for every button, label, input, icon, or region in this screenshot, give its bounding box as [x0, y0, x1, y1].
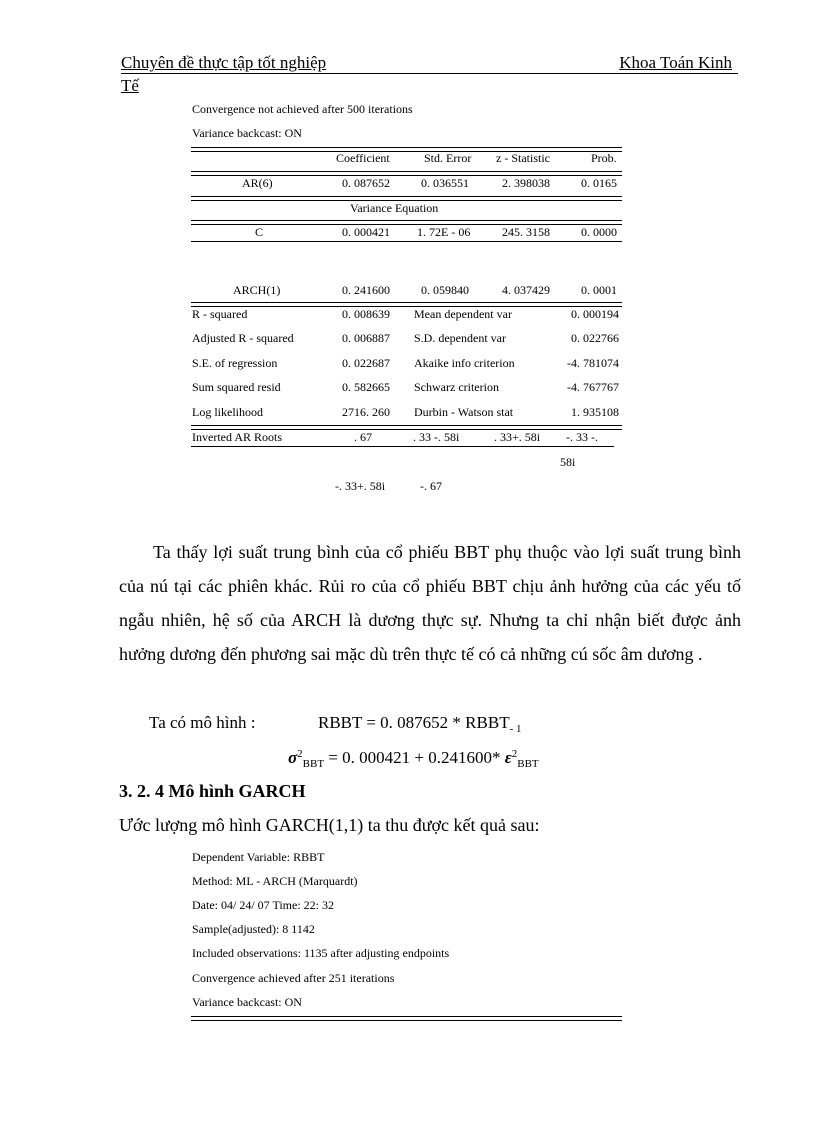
root-value: -. 33 -.	[566, 430, 598, 444]
stat-value: 0. 000194	[571, 307, 619, 321]
stat-value: 0. 582665	[342, 380, 390, 394]
arch-prob: 0. 0001	[581, 283, 617, 297]
stat-value: -4. 781074	[567, 356, 619, 370]
root-value: -. 33+. 58i	[335, 479, 386, 493]
stat-value: 0. 022766	[571, 331, 619, 345]
output-line: Included observations: 1135 after adjusting endpoints	[192, 946, 450, 960]
backcast-line: Variance backcast: ON	[192, 126, 302, 140]
arch-label: ARCH(1)	[233, 283, 281, 297]
ar-label: AR(6)	[242, 176, 273, 190]
header-continuation: Tế	[121, 76, 139, 95]
col-coefficient: Coefficient	[336, 151, 390, 165]
epsilon-sup: 2	[511, 748, 518, 760]
stat-value: 0. 006887	[342, 331, 390, 345]
c-prob: 0. 0000	[581, 225, 617, 239]
sigma-sub: BBT	[302, 758, 325, 770]
stat-label: Mean dependent var	[414, 307, 512, 321]
model-intro: Ta có mô hình :	[149, 713, 256, 732]
stat-label: Adjusted R - squared	[192, 331, 294, 345]
c-underline	[191, 241, 622, 242]
epsilon-sub: BBT	[517, 758, 539, 770]
root-value: . 33+. 58i	[494, 430, 541, 444]
arch-coef: 0. 241600	[342, 283, 390, 297]
equation-variance	[288, 748, 539, 770]
epsilon-symbol: ε	[504, 748, 512, 767]
col-prob: Prob.	[591, 151, 617, 165]
bottom-table-rule	[191, 1016, 622, 1021]
arch-z: 4. 037429	[502, 283, 550, 297]
stat-value: 1. 935108	[571, 405, 619, 419]
arch-stderr: 0. 059840	[421, 283, 469, 297]
col-std-error: Std. Error	[424, 151, 472, 165]
variance-middle: = 0. 000421 + 0.241600*	[324, 748, 505, 767]
equation-mean-lag: - 1	[509, 723, 522, 735]
convergence-line: Convergence not achieved after 500 iterations	[192, 102, 413, 116]
stat-label: R - squared	[192, 307, 248, 321]
stat-label: Sum squared resid	[192, 380, 281, 394]
ar-z: 2. 398038	[502, 176, 550, 190]
c-z: 245. 3158	[502, 225, 550, 239]
stat-label: S.E. of regression	[192, 356, 278, 370]
root-value: . 33 -. 58i	[413, 430, 460, 444]
roots-underline	[191, 446, 614, 447]
section-intro: Ước lượng mô hình GARCH(1,1) ta thu được kết quả sau:	[119, 815, 540, 835]
stat-value: 2716. 260	[342, 405, 390, 419]
c-label: C	[255, 225, 264, 239]
ar-prob: 0. 0165	[581, 176, 617, 190]
stat-label: Log likelihood	[192, 405, 263, 419]
roots-label: Inverted AR Roots	[192, 430, 282, 444]
paragraph-text: Ta thấy lợi suất trung bình của cổ phiếu BBT phụ thuộc vào lợi suất trung bình của nú tại các phiên khác. Rủi ro của cổ phiếu BBT chịu ảnh hưởng của các yếu tố ngẫu nhiên, hệ số của ARCH là dương thực sự. Nhưng ta chỉ nhận biết được ảnh hưởng dương đến phương sai mặc dù trên thực tế có cả những cú sốc âm dương .	[119, 542, 741, 664]
sigma-sup: 2	[297, 748, 303, 760]
output-line: Variance backcast: ON	[192, 995, 302, 1009]
output-line: Sample(adjusted): 8 1142	[192, 922, 315, 936]
output-line: Dependent Variable: RBBT	[192, 850, 325, 864]
stat-label: S.D. dependent var	[414, 331, 506, 345]
header-rule	[121, 73, 738, 74]
root-value: . 67	[354, 430, 372, 444]
header-right-title: Khoa Toán Kinh	[619, 53, 732, 72]
equation-mean-lhs: RBBT = 0. 087652 * RBBT	[318, 713, 510, 732]
equation-mean	[318, 713, 522, 735]
stat-label: Schwarz criterion	[414, 380, 499, 394]
stat-value: 0. 008639	[342, 307, 390, 321]
stat-label: Durbin - Watson stat	[414, 405, 514, 419]
ar-stderr: 0. 036551	[421, 176, 469, 190]
variance-equation-label: Variance Equation	[350, 201, 439, 215]
body-paragraph	[119, 535, 741, 671]
table-top-rule	[191, 147, 622, 152]
stat-label: Akaike info criterion	[414, 356, 515, 370]
stat-value: -4. 767767	[567, 380, 619, 394]
section-heading: 3. 2. 4 Mô hình GARCH	[119, 781, 306, 801]
sigma-symbol: σ	[288, 748, 298, 767]
c-coef: 0. 000421	[342, 225, 390, 239]
output-line: Convergence achieved after 251 iterations	[192, 971, 395, 985]
ar-coef: 0. 087652	[342, 176, 390, 190]
header-left-title: Chuyên đề thực tập tốt nghiệp	[121, 53, 327, 72]
output-line: Date: 04/ 24/ 07 Time: 22: 32	[192, 898, 335, 912]
stat-value: 0. 022687	[342, 356, 390, 370]
root-value: -. 67	[420, 479, 442, 493]
c-stderr: 1. 72E - 06	[417, 225, 471, 239]
output-line: Method: ML - ARCH (Marquardt)	[192, 874, 358, 888]
root-value-wrap: 58i	[560, 455, 576, 469]
col-z-statistic: z - Statistic	[496, 151, 550, 165]
